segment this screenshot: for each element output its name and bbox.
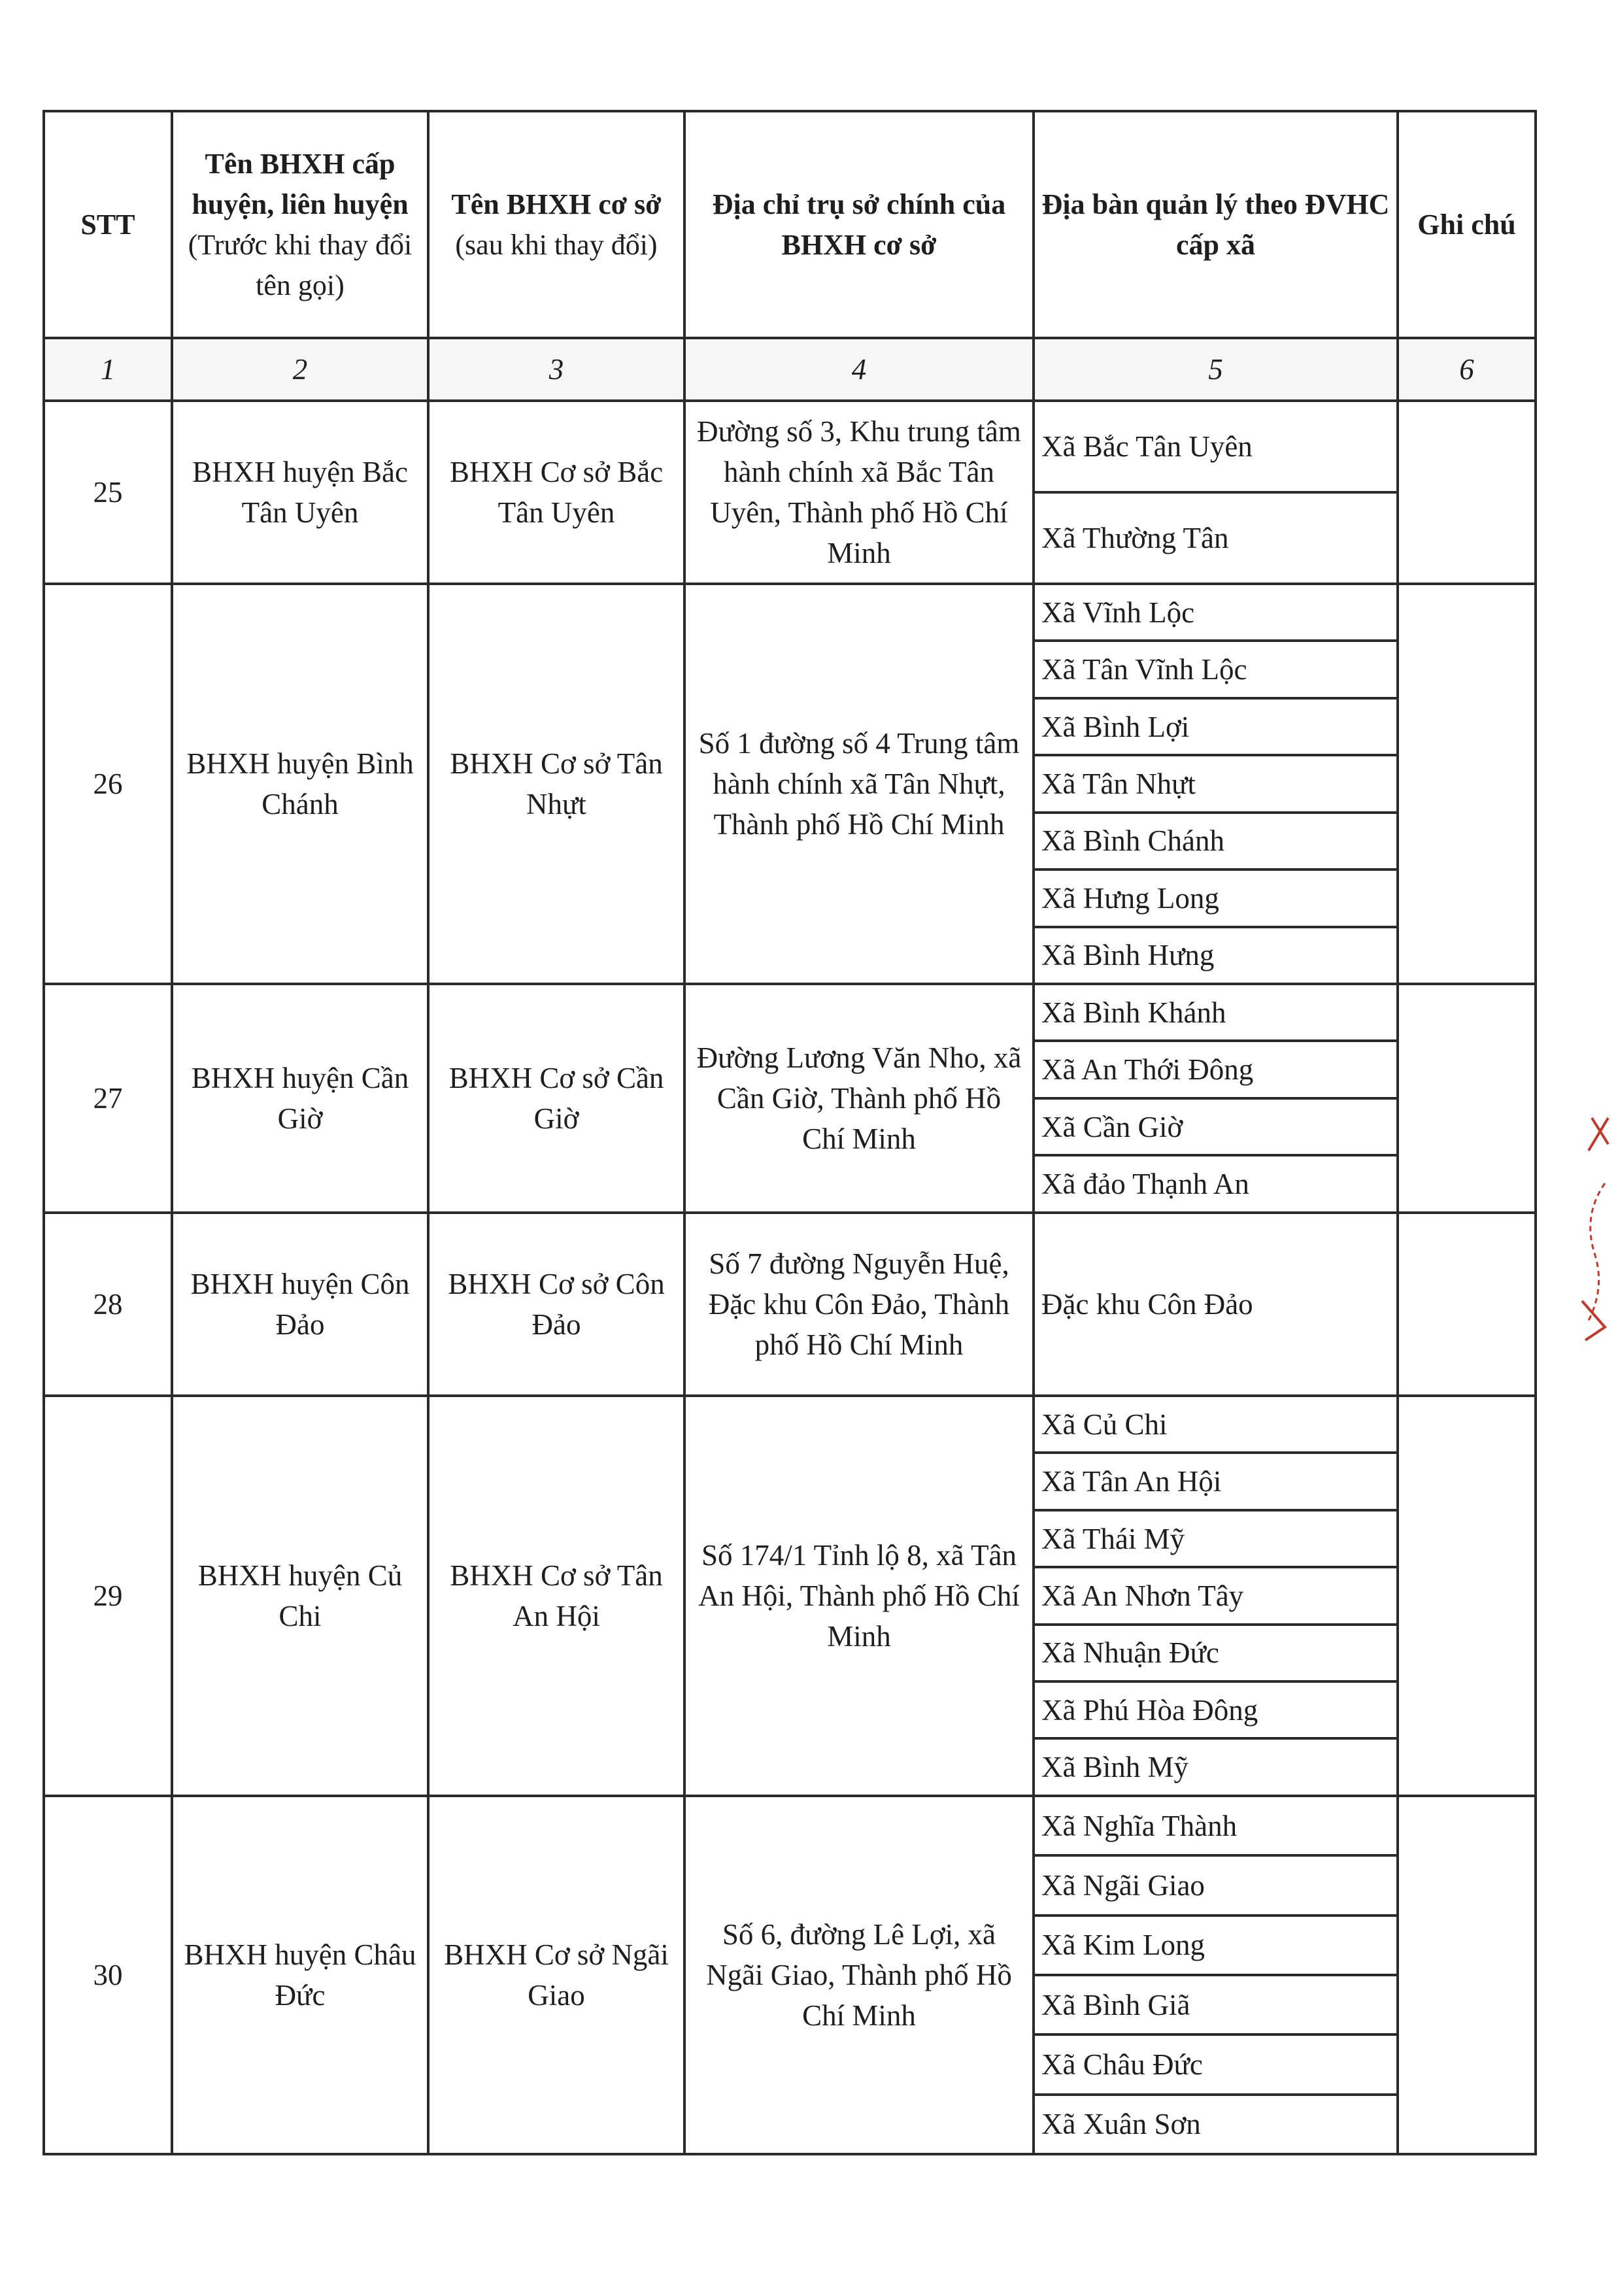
table-row	[44, 1213, 1536, 1396]
stt-cell: 30	[44, 1796, 172, 2154]
header-communes: Địa bàn quản lý theo ĐVHC cấp xã	[1034, 111, 1398, 338]
commune-cell: Xã Thái Mỹ	[1034, 1510, 1398, 1567]
commune-cell: Xã Vĩnh Lộc	[1034, 584, 1398, 641]
stt-cell: 25	[44, 401, 172, 584]
new-name-cell: BHXH Cơ sở Tân An Hội	[428, 1396, 684, 1796]
address-cell: Số 1 đường số 4 Trung tâm hành chính xã Tân Nhựt, Thành phố Hồ Chí Minh	[684, 584, 1034, 984]
commune-cell: Xã Phú Hòa Đông	[1034, 1681, 1398, 1738]
new-name-cell: BHXH Cơ sở Ngãi Giao	[428, 1796, 684, 2154]
header-stt: STT	[44, 111, 172, 338]
address-cell: Số 7 đường Nguyễn Huệ, Đặc khu Côn Đảo, Thành phố Hồ Chí Minh	[684, 1213, 1034, 1396]
commune-cell: Xã Bình Lợi	[1034, 698, 1398, 755]
old-name-cell: BHXH huyện Củ Chi	[172, 1396, 428, 1796]
notes-cell	[1398, 1213, 1536, 1396]
commune-cell: Xã Bình Khánh	[1034, 984, 1398, 1041]
red-stamp-mark	[1569, 1105, 1615, 1353]
address-cell: Đường số 3, Khu trung tâm hành chính xã Bắc Tân Uyên, Thành phố Hồ Chí Minh	[684, 401, 1034, 584]
commune-cell: Xã Châu Đức	[1034, 2034, 1398, 2094]
stt-cell: 26	[44, 584, 172, 984]
notes-cell	[1398, 984, 1536, 1213]
header-new-name-note: (sau khi thay đổi)	[455, 228, 658, 261]
commune-cell: Xã Ngãi Giao	[1034, 1855, 1398, 1915]
notes-cell	[1398, 401, 1536, 584]
old-name-cell: BHXH huyện Cần Giờ	[172, 984, 428, 1213]
stt-cell: 28	[44, 1213, 172, 1396]
commune-cell: Xã An Nhơn Tây	[1034, 1567, 1398, 1624]
header-notes: Ghi chú	[1398, 111, 1536, 338]
column-number: 6	[1398, 338, 1536, 401]
commune-cell: Xã Nhuận Đức	[1034, 1625, 1398, 1681]
commune-cell: Xã Cần Giờ	[1034, 1098, 1398, 1156]
new-name-cell: BHXH Cơ sở Bắc Tân Uyên	[428, 401, 684, 584]
commune-cell: Xã Tân Vĩnh Lộc	[1034, 641, 1398, 698]
old-name-cell: BHXH huyện Bình Chánh	[172, 584, 428, 984]
commune-cell: Xã Nghĩa Thành	[1034, 1796, 1398, 1855]
commune-cell: Xã Bắc Tân Uyên	[1034, 401, 1398, 492]
notes-cell	[1398, 1396, 1536, 1796]
commune-cell: Xã Bình Giã	[1034, 1975, 1398, 2034]
header-old-name-note: (Trước khi thay đổi tên gọi)	[188, 228, 413, 301]
header-new-name-title: Tên BHXH cơ sở	[451, 188, 662, 220]
commune-cell: Xã Thường Tân	[1034, 492, 1398, 584]
header-address: Địa chỉ trụ sở chính của BHXH cơ sở	[684, 111, 1034, 338]
column-number: 5	[1034, 338, 1398, 401]
table-body	[44, 338, 1536, 2154]
header-row	[44, 111, 1536, 338]
old-name-cell: BHXH huyện Bắc Tân Uyên	[172, 401, 428, 584]
commune-cell: Xã Tân Nhựt	[1034, 755, 1398, 812]
notes-cell	[1398, 1796, 1536, 2154]
commune-cell: Xã Hưng Long	[1034, 869, 1398, 926]
table-row	[44, 584, 1536, 641]
stt-cell: 27	[44, 984, 172, 1213]
commune-cell: Xã Bình Mỹ	[1034, 1738, 1398, 1795]
new-name-cell: BHXH Cơ sở Tân Nhựt	[428, 584, 684, 984]
column-number: 1	[44, 338, 172, 401]
commune-cell: Xã Tân An Hội	[1034, 1453, 1398, 1510]
commune-cell: Xã Xuân Sơn	[1034, 2095, 1398, 2154]
column-number: 2	[172, 338, 428, 401]
old-name-cell: BHXH huyện Châu Đức	[172, 1796, 428, 2154]
column-number-row	[44, 338, 1536, 401]
header-old-name	[172, 111, 428, 338]
commune-cell: Xã Bình Chánh	[1034, 813, 1398, 869]
allocation-table	[42, 110, 1537, 2155]
table-row	[44, 401, 1536, 492]
new-name-cell: BHXH Cơ sở Côn Đảo	[428, 1213, 684, 1396]
new-name-cell: BHXH Cơ sở Cần Giờ	[428, 984, 684, 1213]
header-new-name	[428, 111, 684, 338]
commune-cell: Xã Bình Hưng	[1034, 927, 1398, 984]
address-cell: Đường Lương Văn Nho, xã Cần Giờ, Thành phố Hồ Chí Minh	[684, 984, 1034, 1213]
address-cell: Số 6, đường Lê Lợi, xã Ngãi Giao, Thành phố Hồ Chí Minh	[684, 1796, 1034, 2154]
commune-cell: Xã Củ Chi	[1034, 1396, 1398, 1453]
column-number: 4	[684, 338, 1034, 401]
notes-cell	[1398, 584, 1536, 984]
header-old-name-title: Tên BHXH cấp huyện, liên huyện	[192, 147, 409, 220]
commune-cell: Xã đảo Thạnh An	[1034, 1155, 1398, 1213]
commune-cell: Đặc khu Côn Đảo	[1034, 1213, 1398, 1396]
old-name-cell: BHXH huyện Côn Đảo	[172, 1213, 428, 1396]
column-number: 3	[428, 338, 684, 401]
table-row	[44, 1396, 1536, 1453]
commune-cell: Xã Kim Long	[1034, 1916, 1398, 1975]
stt-cell: 29	[44, 1396, 172, 1796]
address-cell: Số 174/1 Tỉnh lộ 8, xã Tân An Hội, Thành phố Hồ Chí Minh	[684, 1396, 1034, 1796]
table-row	[44, 1796, 1536, 1855]
table-row	[44, 984, 1536, 1041]
commune-cell: Xã An Thới Đông	[1034, 1041, 1398, 1098]
